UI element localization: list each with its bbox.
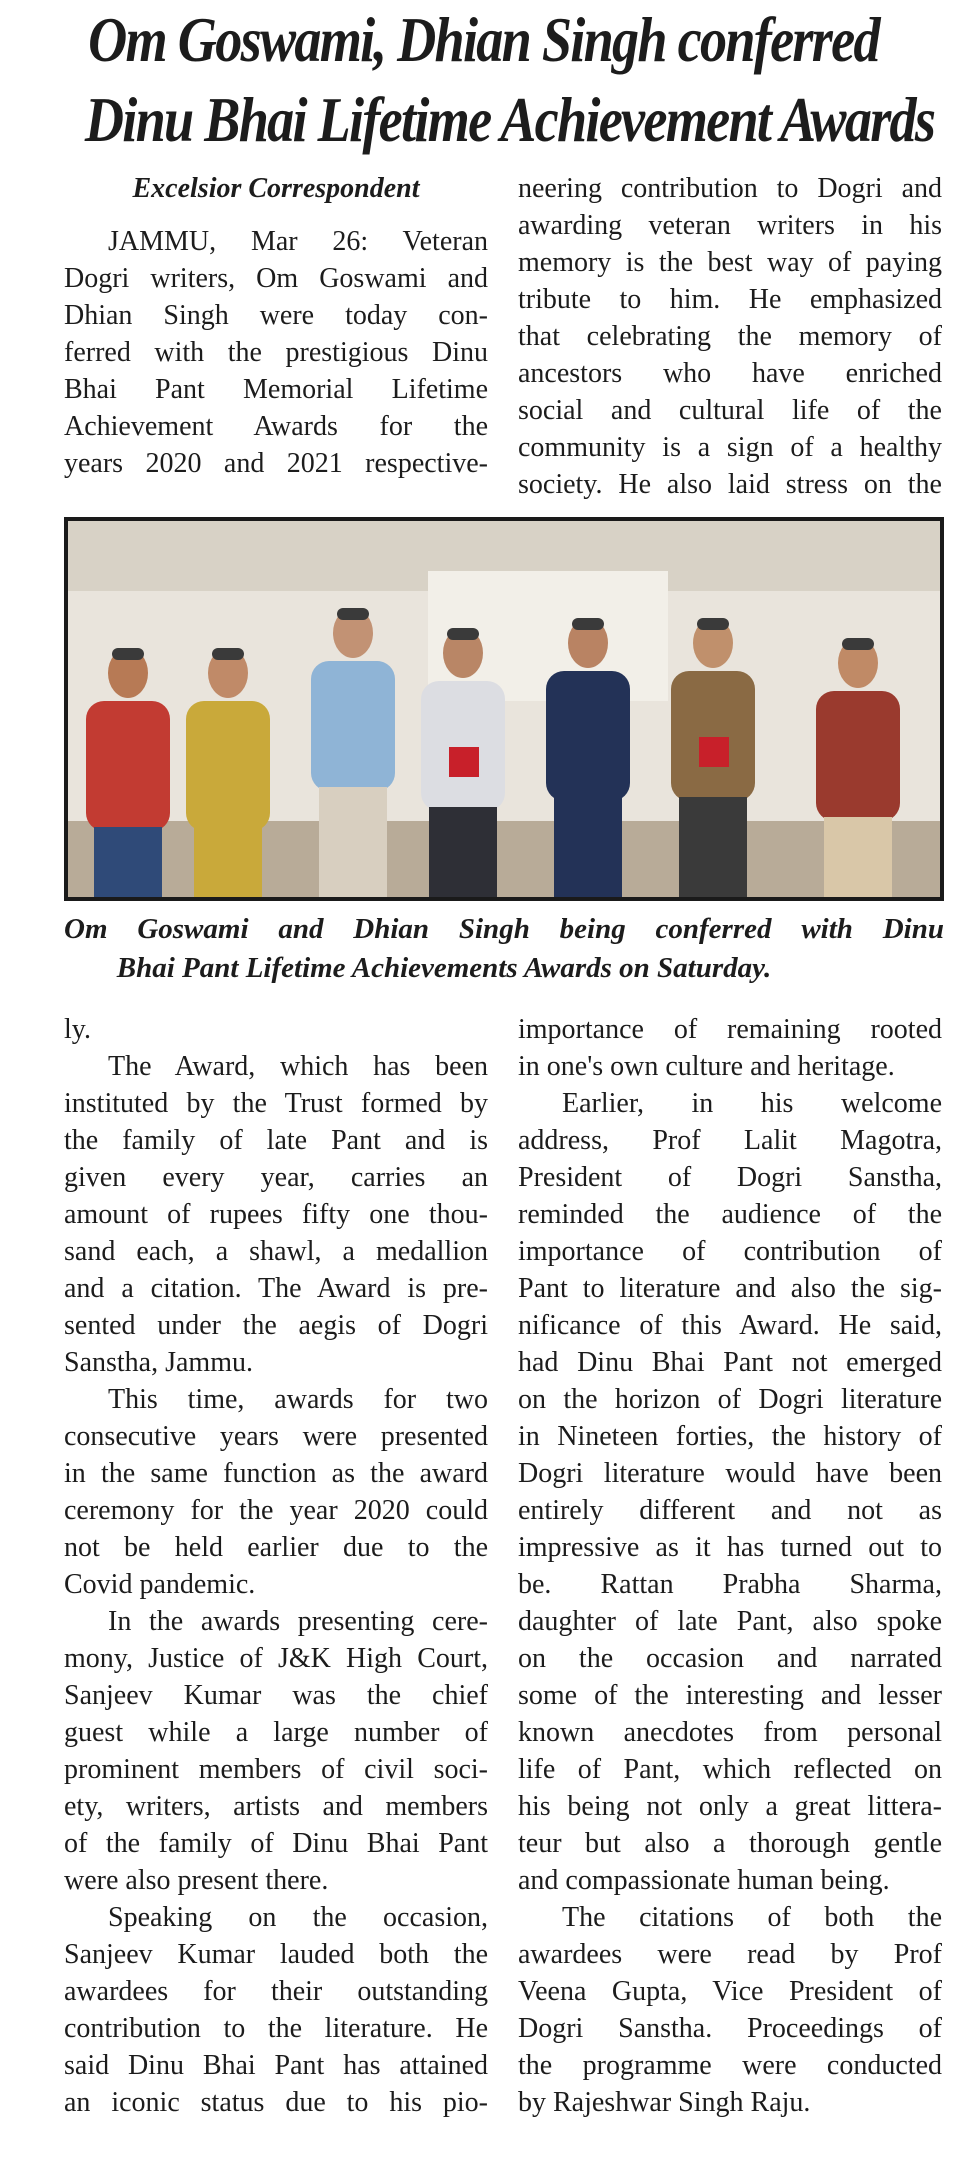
text-line: sand each, a shawl, a medallion [64, 1236, 488, 1267]
text-line: ly. [64, 1014, 91, 1045]
text-line: mony, Justice of J&K High Court, [64, 1643, 488, 1674]
text-line: reminded the audience of the [518, 1199, 942, 1230]
text-line: The citations of both the [562, 1902, 942, 1933]
photo-caption-line-1: Om Goswami and Dhian Singh being conferred with Dinu [64, 913, 944, 945]
text-line: community is a sign of a healthy [518, 432, 942, 463]
text-line: not be held earlier due to the [64, 1532, 488, 1563]
text-line: Bhai Pant Memorial Lifetime [64, 374, 488, 405]
text-line: address, Prof Lalit Magotra, [518, 1125, 942, 1156]
text-line: the programme were conducted [518, 2050, 942, 2081]
text-line: Sanstha, Jammu. [64, 1347, 253, 1378]
text-line: and a citation. The Award is pre- [64, 1273, 488, 1304]
text-line: This time, awards for two [108, 1384, 488, 1415]
text-line: life of Pant, which reflected on [518, 1754, 942, 1785]
text-line: years 2020 and 2021 respective- [64, 448, 488, 479]
text-line: nificance of this Award. He said, [518, 1310, 942, 1341]
text-line: contribution to the literature. He [64, 2013, 488, 2044]
text-line: tribute to him. He emphasized [518, 284, 942, 315]
text-line: society. He also laid stress on the [518, 469, 942, 500]
text-line: Sanjeev Kumar lauded both the [64, 1939, 488, 1970]
text-line: Speaking on the occasion, [108, 1902, 488, 1933]
text-line: consecutive years were presented [64, 1421, 488, 1452]
text-line: on the occasion and narrated [518, 1643, 942, 1674]
paragraph [64, 1381, 488, 1603]
text-line: Dhian Singh were today con- [64, 300, 488, 331]
text-line: awarding veteran writers in his [518, 210, 942, 241]
text-line: memory is the best way of paying [518, 247, 942, 278]
photo-caption-line-2: Bhai Pant Lifetime Achievements Awards on Saturday. [116, 952, 772, 984]
text-line: in the same function as the award [64, 1458, 488, 1489]
column-top-left [64, 170, 488, 482]
award-photo [64, 517, 944, 901]
text-line: some of the interesting and lesser [518, 1680, 942, 1711]
text-line: said Dinu Bhai Pant has attained [64, 2050, 488, 2081]
text-line: awardees for their outstanding [64, 1976, 488, 2007]
paragraph [518, 1899, 942, 2121]
text-line: his being not only a great littera- [518, 1791, 942, 1822]
text-line: Achievement Awards for the [64, 411, 488, 442]
text-line: instituted by the Trust formed by [64, 1088, 488, 1119]
text-line: ferred with the prestigious Dinu [64, 337, 488, 368]
text-line: Sanjeev Kumar was the chief [64, 1680, 488, 1711]
headline [84, 0, 935, 160]
text-line: teur but also a thorough gentle [518, 1828, 942, 1859]
text-line: known anecdotes from personal [518, 1717, 942, 1748]
text-line: Dogri literature would have been [518, 1458, 942, 1489]
paragraph [518, 1085, 942, 1899]
text-line: ancestors who have enriched [518, 358, 942, 389]
text-line: amount of rupees fifty one thou- [64, 1199, 488, 1230]
text-line: that celebrating the memory of [518, 321, 942, 352]
headline-line-2: Dinu Bhai Lifetime Achievement Awards [84, 85, 935, 155]
text-line: importance of remaining rooted [518, 1014, 942, 1045]
text-line: The Award, which has been [108, 1051, 488, 1082]
text-line: had Dinu Bhai Pant not emerged [518, 1347, 942, 1378]
text-line: the family of late Pant and is [64, 1125, 488, 1156]
text-line: social and cultural life of the [518, 395, 942, 426]
text-line: an iconic status due to his pio- [64, 2087, 488, 2118]
text-line: by Rajeshwar Singh Raju. [518, 2087, 811, 2118]
text-line: JAMMU, Mar 26: Veteran [108, 226, 488, 257]
text-line: be. Rattan Prabha Sharma, [518, 1569, 942, 1600]
text-line: awardees were read by Prof [518, 1939, 942, 1970]
text-line: entirely different and not as [518, 1495, 942, 1526]
text-line: in Nineteen forties, the history of [518, 1421, 942, 1452]
column-bottom-right [518, 1011, 942, 2121]
text-line: in one's own culture and heritage. [518, 1051, 895, 1082]
text-line: Pant to literature and also the sig- [518, 1273, 942, 1304]
paragraph [518, 1011, 942, 1085]
text-line: of the family of Dinu Bhai Pant [64, 1828, 488, 1859]
paragraph [64, 1011, 488, 1048]
headline-line-1: Om Goswami, Dhian Singh conferred [88, 5, 879, 75]
text-line: prominent members of civil soci- [64, 1754, 488, 1785]
text-line: impressive as it has turned out to [518, 1532, 942, 1563]
text-line: neering contribution to Dogri and [518, 173, 942, 204]
text-line: Dogri writers, Om Goswami and [64, 263, 488, 294]
text-line: importance of contribution of [518, 1236, 942, 1267]
text-line: and compassionate human being. [518, 1865, 890, 1896]
paragraph [64, 1603, 488, 1899]
column-top-right [518, 170, 942, 503]
text-line: Dogri Sanstha. Proceedings of [518, 2013, 942, 2044]
text-line: given every year, carries an [64, 1162, 488, 1193]
text-line: Earlier, in his welcome [562, 1088, 942, 1119]
byline: Excelsior Correspondent [132, 173, 420, 204]
text-line: Covid pandemic. [64, 1569, 256, 1600]
column-bottom-left [64, 1011, 488, 2121]
paragraph [64, 1048, 488, 1381]
text-line: ety, writers, artists and members [64, 1791, 488, 1822]
intro-paragraph [64, 223, 488, 482]
paragraph [64, 1899, 488, 2121]
text-line: guest while a large number of [64, 1717, 488, 1748]
text-line: daughter of late Pant, also spoke [518, 1606, 942, 1637]
text-line: Veena Gupta, Vice President of [518, 1976, 942, 2007]
award-photo-illustration [68, 521, 940, 897]
text-line: sented under the aegis of Dogri [64, 1310, 488, 1341]
text-line: ceremony for the year 2020 could [64, 1495, 488, 1526]
photo-caption [64, 910, 944, 988]
text-line: President of Dogri Sanstha, [518, 1162, 942, 1193]
text-line: In the awards presenting cere- [108, 1606, 488, 1637]
text-line: were also present there. [64, 1865, 329, 1896]
text-line: on the horizon of Dogri literature [518, 1384, 942, 1415]
